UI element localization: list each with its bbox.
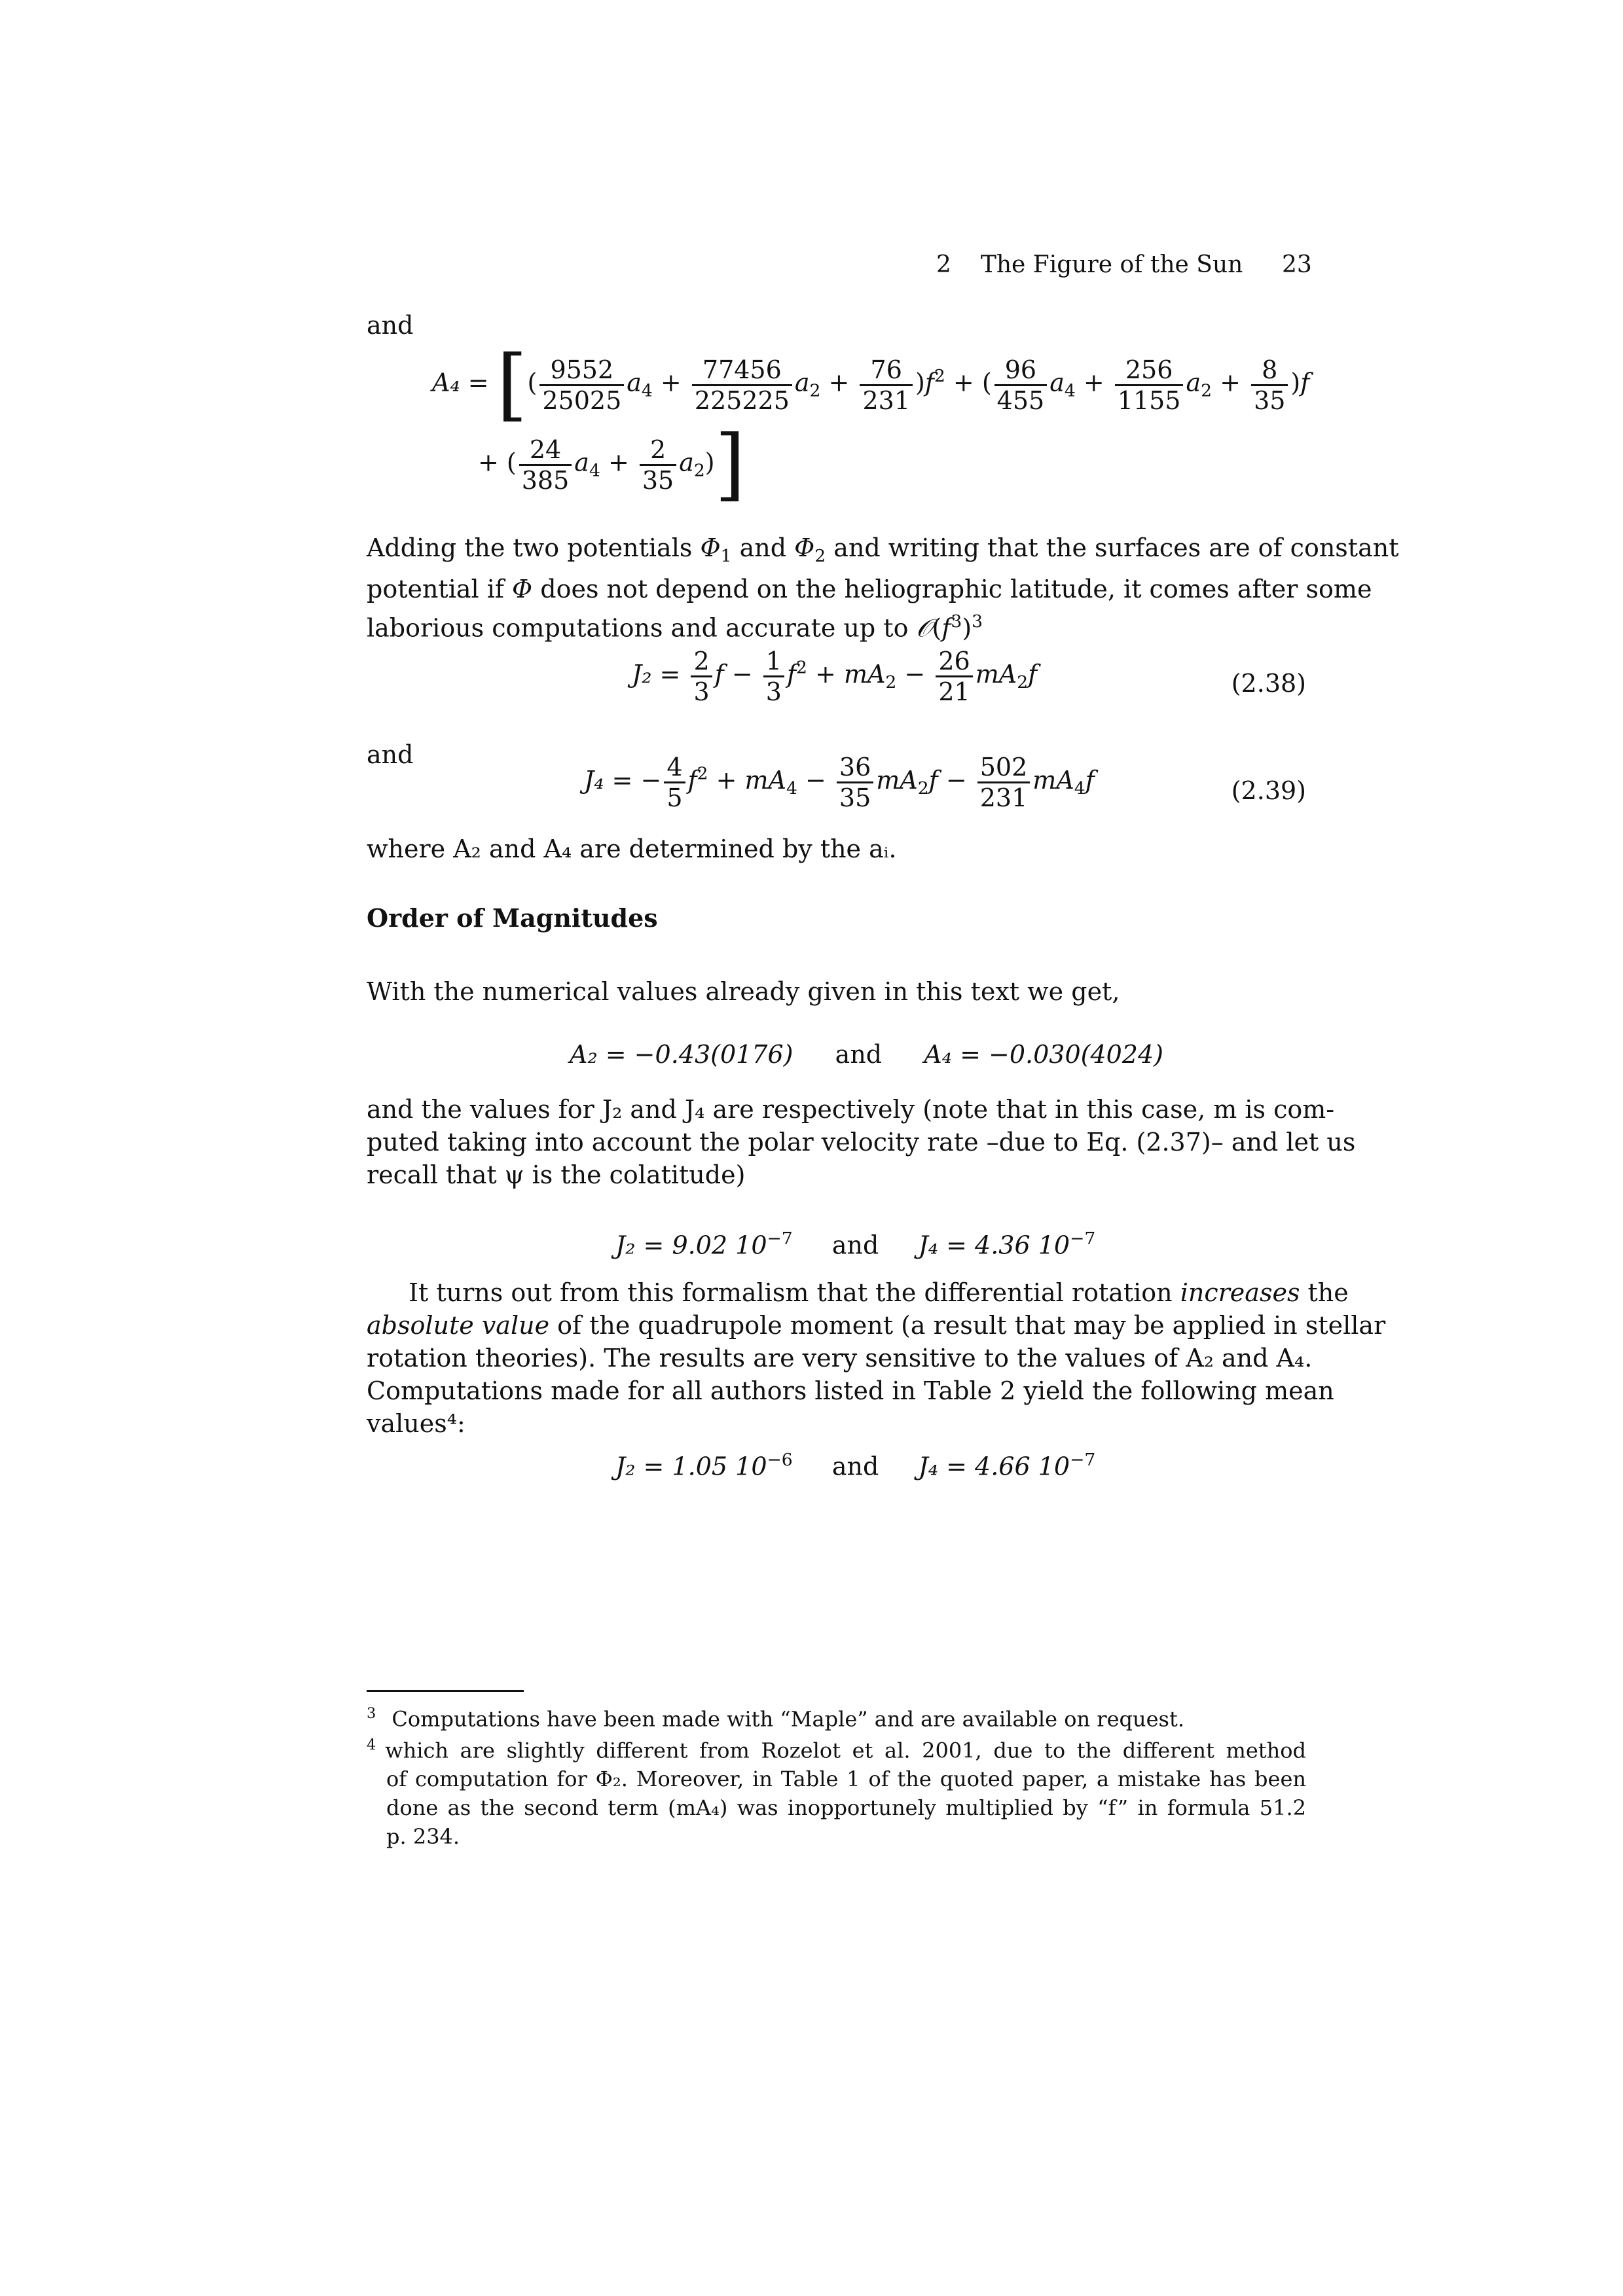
eq-A4-lhs: A₄ = <box>432 368 489 397</box>
fraction: $\frac{1}{3}$ <box>763 647 784 706</box>
section-title: Order of Magnitudes <box>367 903 658 933</box>
fraction: $\frac{4}{5}$ <box>664 753 685 812</box>
A4-value: A₄ = −0.030(4024) <box>924 1040 1163 1069</box>
paragraph-formalism: It turns out from this formalism that the differential rotation increases the absolute value of the quadrupole moment (a result that may be applied in stellar rotation theories). The results are very sensitive to the values of A₂ and A₄. Computations made for all authors listed in Table 2 yield the following mean values⁴: <box>367 1278 1386 1438</box>
left-bracket: [ <box>496 339 528 430</box>
equation-2-39: J₄ = − $\frac{4}{5}$ $f^2 + mA_4$ − $\frac{36}{35}$ $mA_2f$ − $\frac{502}{231}$ $mA_4f$ <box>584 753 1095 812</box>
and-word: and <box>835 1040 883 1069</box>
equation-A4-line1: A₄ = [( $\frac{9552}{25025}$ $a_4$ + $\frac{77456}{225225}$ $a_2$ + $\frac{76}{231}$ )$f^2$ + ( $\frac{96}{455}$ $a_4$ + $\frac{256}{1155}$ $a_2$ + $\frac{8}{35}$ )f <box>432 339 1310 430</box>
fraction: $\frac{77456}{225225}$ <box>692 355 792 415</box>
fraction: $\frac{502}{231}$ <box>977 753 1030 812</box>
text-where: where A₂ and A₄ are determined by the aᵢ. <box>367 834 897 863</box>
fraction: $\frac{26}{21}$ <box>936 647 972 706</box>
fraction: $\frac{256}{1155}$ <box>1115 355 1184 415</box>
footnote-4: $^4$ which are slightly different from Rozelot et al. 2001, due to the different method of computation for Φ₂. Moreover, in Table 1 of the quoted paper, a mistake has been done as the second term (mA₄) was inopportunely multiplied by “f” in formula 51.2 p. 234. <box>367 1736 1306 1850</box>
fraction: $\frac{96}{455}$ <box>994 355 1048 415</box>
footnote-mark: 4 <box>367 1736 376 1753</box>
equation-2-38: J₂ = $\frac{2}{3}$ f − $\frac{1}{3}$ $f^2 + mA_2$ − $\frac{26}{21}$ $mA_2f$ <box>632 647 1038 706</box>
header-chapter: 2 <box>936 251 951 278</box>
footnote-mark: 3 <box>367 1705 376 1722</box>
running-header <box>936 249 1243 281</box>
fraction: $\frac{36}{35}$ <box>837 753 873 812</box>
fraction: $\frac{76}{231}$ <box>860 355 913 415</box>
text-and-2: and <box>367 740 414 769</box>
paragraph-potentials: Adding the two potentials $\Phi_1$ and $\Phi_2$ and writing that the surfaces are of constant potential if Φ does not depend on the heliographic latitude, it comes after some laborious computations and accurate up to $𝒪(f^3)^3$ <box>367 533 1399 643</box>
fraction: $\frac{8}{35}$ <box>1251 355 1288 415</box>
paragraph-values: and the values for J₂ and J₄ are respectively (note that in this case, m is com- puted taking into account the polar velocity rate –due to Eq. (2.37)– and let us recall that ψ is the colatitude) <box>367 1095 1356 1189</box>
section-heading <box>367 903 658 933</box>
right-bracket: ] <box>714 419 746 510</box>
page-number: 23 <box>1282 251 1312 278</box>
header-title: The Figure of the Sun <box>980 251 1243 278</box>
A2-value: A₂ = −0.43(0176) <box>570 1040 793 1069</box>
fraction: $\frac{24}{385}$ <box>519 435 572 495</box>
fraction: $\frac{2}{3}$ <box>691 647 712 706</box>
paragraph-numerical: With the numerical values already given in this text we get, <box>367 977 1120 1006</box>
footnote-3: $^3$ Computations have been made with “Maple” and are available on request. <box>367 1705 1184 1732</box>
equation-J-values-2: J₂ = 1.05 $10^{-6}$ and J₄ = 4.66 $10^{-7}$ <box>615 1450 1096 1481</box>
fraction: $\frac{2}{35}$ <box>640 435 676 495</box>
text-and-1: and <box>367 311 414 340</box>
equation-A4-line2: + ( $\frac{24}{385}$ $a_4$ + $\frac{2}{35}$ $a_2$)] <box>478 419 746 510</box>
equation-number-2-39: (2.39) <box>1231 776 1306 805</box>
fraction: $\frac{9552}{25025}$ <box>539 355 624 415</box>
equation-number-2-38: (2.38) <box>1231 669 1306 698</box>
equation-J-values-1: J₂ = 9.02 $10^{-7}$ and J₄ = 4.36 $10^{-7}$ <box>615 1229 1096 1260</box>
equation-A-values <box>570 1038 1163 1071</box>
footnote-rule <box>367 1690 524 1692</box>
